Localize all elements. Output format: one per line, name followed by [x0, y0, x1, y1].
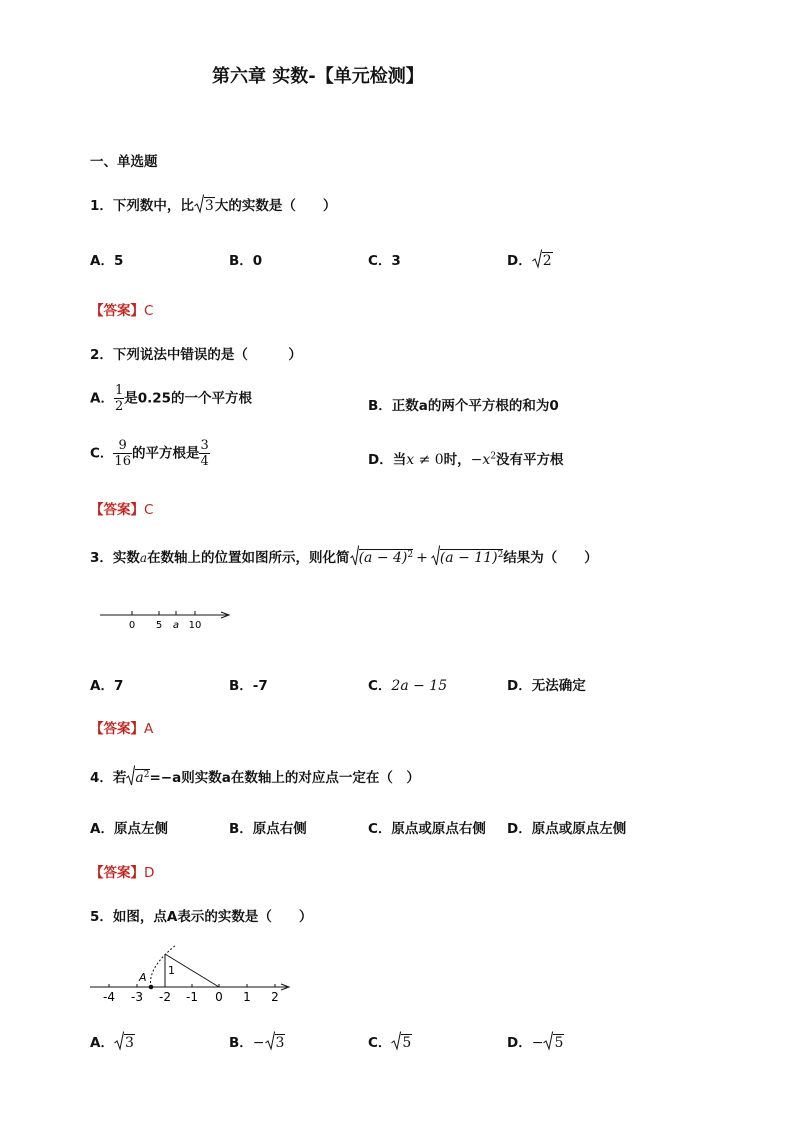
option-b: B．0 [229, 253, 263, 269]
option-d: D．当x ≠ 0时，$-x^2$没有平方根 [368, 451, 564, 468]
option-d: D．− 5 [507, 1031, 564, 1055]
tick-label: 0 [128, 620, 136, 631]
tick-label: -4 [103, 990, 115, 1004]
option-c: C．3 [368, 253, 401, 269]
sqrt-symbol [391, 1031, 401, 1055]
fraction: $\frac{9}{16}$ [114, 438, 131, 469]
tick-label: 0 [215, 990, 223, 1004]
question-3: 3．实数a在数轴上的位置如图所示，则化简 $(a - 4)^2 + (a - 11)^2$结果为（ ） [90, 545, 598, 571]
radicand: 3 [204, 198, 214, 214]
answer-2: 【答案】C [90, 502, 154, 518]
sqrt-symbol [265, 1031, 275, 1055]
tick-label: -3 [131, 990, 143, 1004]
sqrt-symbol [532, 249, 542, 273]
option-b: B．− 3 [229, 1031, 285, 1055]
option-a: A．7 [90, 678, 124, 694]
tick-label: 1 [243, 990, 251, 1004]
option-b: B．正数a的两个平方根的和为0 [368, 398, 559, 414]
fraction: $\frac{3}{4}$ [200, 438, 209, 469]
answer-3: 【答案】A [90, 721, 154, 737]
question-1 [90, 194, 336, 218]
option-a: A．原点左侧 [90, 821, 168, 837]
question-text: 大的实数是（ ） [214, 198, 337, 214]
number-line-figure [95, 605, 235, 635]
fraction: $\frac{1}{2}$ [114, 383, 124, 414]
sqrt-symbol [114, 1031, 124, 1055]
tick-label: a [172, 620, 180, 631]
option-c: C．2a − 15 [368, 678, 448, 694]
option-b: B．-7 [229, 678, 268, 694]
tick-label: 10 [188, 620, 202, 631]
page-title: 第六章 实数-【单元检测】 [212, 66, 424, 87]
sqrt-symbol [350, 545, 359, 571]
sqrt-symbol [543, 1031, 553, 1055]
point-a-label: A [139, 971, 147, 984]
option-c: C． 5 [368, 1031, 412, 1055]
answer-4: 【答案】D [90, 865, 155, 881]
option-d: D． 2 [507, 249, 553, 273]
option-b: B．原点右侧 [229, 821, 307, 837]
option-a: A．5 [90, 253, 124, 269]
question-4: 4．若 $a^2=-a$则实数a在数轴上的对应点一定在（ ） [90, 765, 420, 791]
question-5: 5．如图，点A表示的实数是（ ） [90, 909, 313, 925]
option-d: D．无法确定 [507, 678, 586, 694]
option-a: A． 3 [90, 1031, 135, 1055]
option-d: D．原点或原点左侧 [507, 821, 627, 837]
tick-label: 2 [271, 990, 279, 1004]
radicand: 2 [542, 253, 552, 269]
tick-label: 5 [155, 620, 163, 631]
section-heading: 一、单选题 [90, 154, 158, 170]
sqrt-symbol [431, 545, 440, 571]
option-c: C． $\frac{9}{16}$ 的平方根是 $\frac{3}{4}$ [90, 438, 209, 469]
question-number: 1． [90, 198, 113, 214]
answer-1: 【答案】C [90, 303, 154, 319]
tick-label: -2 [159, 990, 171, 1004]
point-a [149, 985, 154, 990]
question-2: 2．下列说法中错误的是（ ） [90, 347, 302, 363]
tick-label: -1 [186, 990, 198, 1004]
side-label: 1 [168, 964, 175, 977]
option-c: C．原点或原点右侧 [368, 821, 486, 837]
question-text: 下列数中，比 [112, 198, 194, 214]
sqrt-symbol [194, 194, 204, 218]
number-line-triangle-figure [88, 940, 298, 1006]
option-a: A． $\frac{1}{2}$ 是0.25的一个平方根 [90, 383, 253, 414]
